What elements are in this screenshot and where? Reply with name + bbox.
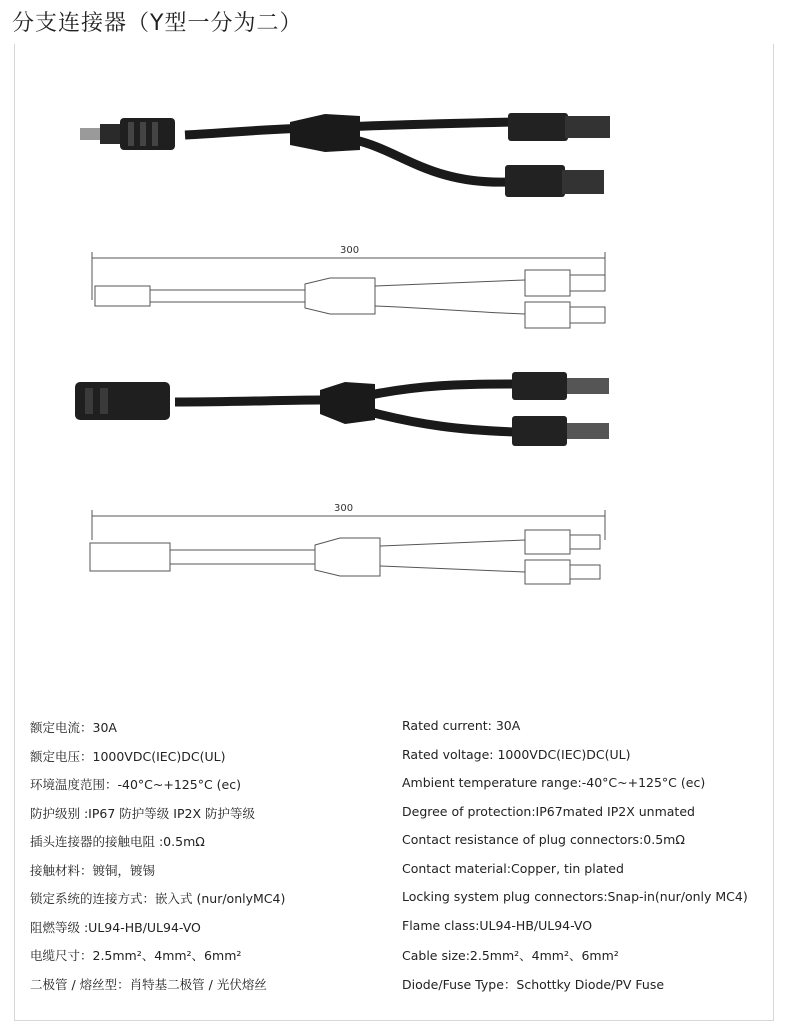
spec-en: Ambient temperature range:-40°C~+125°C (ec) (402, 775, 706, 790)
spec-en: Contact resistance of plug connectors:0.5mΩ (402, 832, 685, 847)
spec-row-protection (30, 804, 770, 833)
dimension-label-1: 300 (340, 245, 360, 256)
spec-en: Flame class:UL94-HB/UL94-VO (402, 917, 593, 933)
product-photo-1 (80, 113, 610, 197)
spec-row-contact-resistance (30, 832, 770, 861)
spec-row-temperature (30, 775, 770, 804)
spec-row-cable-size (30, 946, 770, 975)
spec-row-diode-fuse (30, 975, 770, 1004)
spec-row-rated-voltage (30, 747, 770, 776)
spec-row-flame-class (30, 918, 770, 947)
dimension-label-2: 300 (334, 503, 354, 514)
spec-cn: 接触材料：镀铜，镀锡 (30, 862, 156, 878)
spec-en: Rated current: 30A (402, 718, 521, 733)
spec-cn: 二极管 / 熔丝型：肖特基二极管 / 光伏熔丝 (30, 976, 267, 992)
spec-en: Diode/Fuse Type：Schottky Diode/PV Fuse (402, 976, 665, 992)
spec-en: Cable size:2.5mm²、4mm²、6mm² (402, 948, 619, 963)
spec-en: Contact material:Copper, tin plated (402, 860, 624, 876)
spec-cn: 环境温度范围：-40°C~+125°C (ec) (30, 777, 241, 792)
spec-cn: 插头连接器的接触电阻 :0.5mΩ (30, 834, 205, 849)
technical-drawing-2 (90, 510, 605, 584)
spec-cn: 额定电流：30A (30, 720, 117, 735)
spec-en: Rated voltage: 1000VDC(IEC)DC(UL) (402, 746, 631, 762)
spec-en: Degree of protection:IP67mated IP2X unmated (402, 803, 695, 819)
spec-row-locking-system (30, 889, 770, 918)
spec-row-rated-current (30, 718, 770, 747)
spec-cn: 锁定系统的连接方式：嵌入式 (nur/onlyMC4) (30, 891, 286, 906)
product-photo-2 (75, 372, 609, 446)
spec-list (30, 718, 770, 1003)
spec-cn: 阻燃等级 :UL94-HB/UL94-VO (30, 919, 201, 935)
spec-cn: 额定电压：1000VDC(IEC)DC(UL) (30, 748, 226, 764)
spec-row-contact-material (30, 861, 770, 890)
technical-drawing-1 (92, 252, 605, 328)
spec-cn: 电缆尺寸：2.5mm²、4mm²、6mm² (30, 948, 242, 963)
page-title: 分支连接器（Y型一分为二） (12, 11, 303, 36)
spec-en: Locking system plug connectors:Snap-in(nur/only MC4) (402, 889, 748, 904)
spec-cn: 防护级别 :IP67 防护等级 IP2X 防护等级 (30, 805, 255, 821)
